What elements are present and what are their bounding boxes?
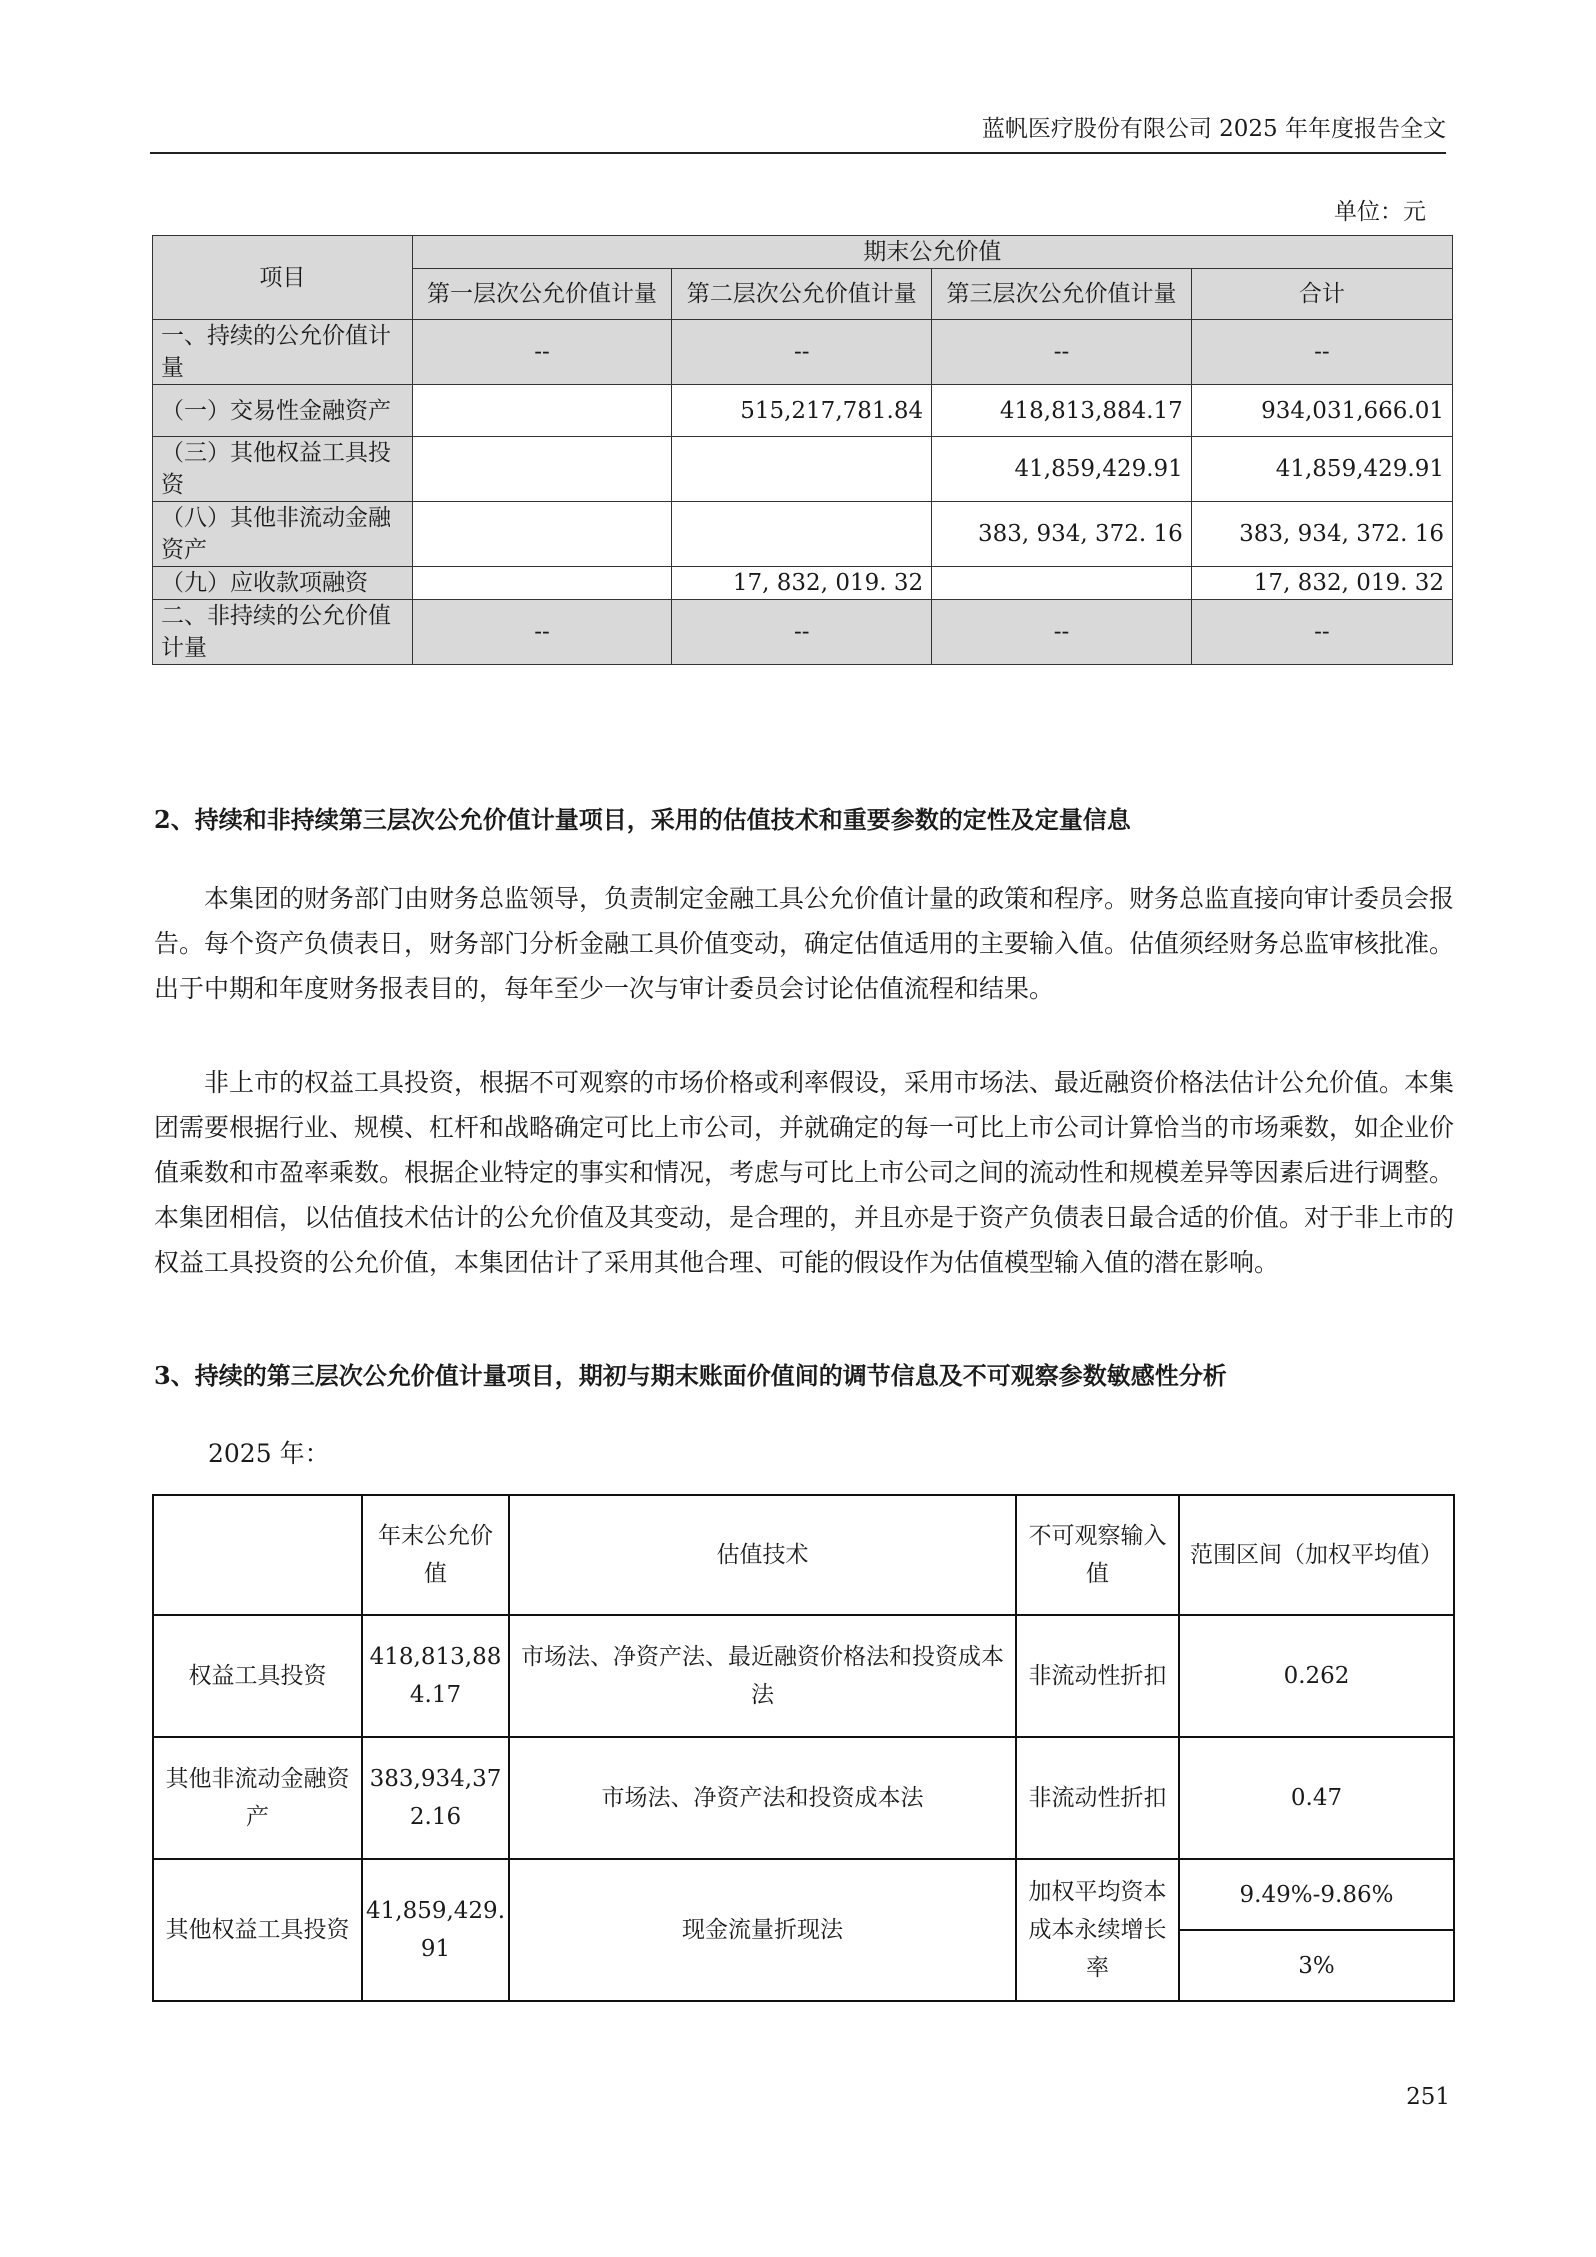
cell-level3: -- — [932, 320, 1192, 385]
group-header: 期末公允价值 — [412, 236, 1452, 269]
cell-level3 — [932, 567, 1192, 600]
page-header — [150, 110, 1446, 154]
cell-total: 41,859,429.91 — [1191, 437, 1452, 502]
level3-valuation-table — [152, 1494, 1455, 2002]
year-label: 2025 年： — [208, 1439, 330, 1468]
col-header-total: 合计 — [1191, 269, 1452, 320]
table-row — [153, 1615, 1454, 1737]
cell-level3: 383, 934, 372. 16 — [932, 502, 1192, 567]
col-header-range: 范围区间（加权平均值） — [1179, 1495, 1454, 1615]
page-number: 251 — [1406, 2084, 1450, 2110]
cell-level1 — [412, 567, 672, 600]
row-item: 其他非流动金融资产 — [153, 1737, 362, 1859]
cell-level3: -- — [932, 600, 1192, 665]
row-value: 383,934,372.16 — [362, 1737, 509, 1859]
cell-total: -- — [1191, 600, 1452, 665]
cell-level3: 41,859,429.91 — [932, 437, 1192, 502]
cell-total: 934,031,666.01 — [1191, 385, 1452, 437]
cell-level2: -- — [672, 600, 932, 665]
row-value: 418,813,884.17 — [362, 1615, 509, 1737]
cell-level1: -- — [412, 320, 672, 385]
row-label: 一、持续的公允价值计量 — [153, 320, 413, 385]
table-row — [153, 385, 1453, 437]
row-range-growth: 3% — [1179, 1930, 1454, 2001]
fair-value-table — [152, 235, 1453, 665]
paragraph: 非上市的权益工具投资，根据不可观察的市场价格或利率假设，采用市场法、最近融资价格法估计公允价值。本集团需要根据行业、规模、杠杆和战略确定可比上市公司，并就确定的每一可比上市公司计算恰当的市场乘数，如企业价值乘数和市盈率乘数。根据企业特定的事实和情况，考虑与可比上市公司之间的流动性和规模差异等因素后进行调整。本集团相信，以估值技术估计的公允价值及其变动，是合理的，并且亦是于资产负债表日最合适的价值。对于非上市的权益工具投资的公允价值，本集团估计了采用其他合理、可能的假设作为估值模型输入值的潜在影响。 — [154, 1068, 1455, 1277]
col-header-value: 年末公允价值 — [362, 1495, 509, 1615]
row-technique: 现金流量折现法 — [509, 1859, 1016, 2001]
row-item: 权益工具投资 — [153, 1615, 362, 1737]
row-range-wacc: 9.49%-9.86% — [1179, 1859, 1454, 1930]
cell-level1 — [412, 437, 672, 502]
cell-level2: -- — [672, 320, 932, 385]
row-item: 其他权益工具投资 — [153, 1859, 362, 2001]
row-input: 加权平均资本成本永续增长率 — [1016, 1859, 1179, 2001]
row-value: 41,859,429.91 — [362, 1859, 509, 2001]
corner-header — [153, 1495, 362, 1615]
col-header-level3: 第三层次公允价值计量 — [932, 269, 1192, 320]
col-header-input: 不可观察输入值 — [1016, 1495, 1179, 1615]
row-technique: 市场法、净资产法、最近融资价格法和投资成本法 — [509, 1615, 1016, 1737]
cell-level1: -- — [412, 600, 672, 665]
table-row — [153, 1737, 1454, 1859]
row-label: （九）应收款项融资 — [153, 567, 413, 600]
row-range: 0.262 — [1179, 1615, 1454, 1737]
cell-total: -- — [1191, 320, 1452, 385]
row-range: 0.47 — [1179, 1737, 1454, 1859]
table-row — [153, 502, 1453, 567]
row-technique: 市场法、净资产法和投资成本法 — [509, 1737, 1016, 1859]
item-header: 项目 — [153, 236, 413, 320]
cell-level1 — [412, 502, 672, 567]
row-label: （三）其他权益工具投资 — [153, 437, 413, 502]
col-header-level1: 第一层次公允价值计量 — [412, 269, 672, 320]
col-header-level2: 第二层次公允价值计量 — [672, 269, 932, 320]
col-header-technique: 估值技术 — [509, 1495, 1016, 1615]
table-row — [153, 1859, 1454, 1930]
row-label: （一）交易性金融资产 — [153, 385, 413, 437]
table-row — [153, 567, 1453, 600]
table-row — [153, 600, 1453, 665]
cell-level3: 418,813,884.17 — [932, 385, 1192, 437]
row-input: 非流动性折扣 — [1016, 1615, 1179, 1737]
unit-label: 单位：元 — [1334, 199, 1426, 225]
cell-level2: 515,217,781.84 — [672, 385, 932, 437]
cell-total: 383, 934, 372. 16 — [1191, 502, 1452, 567]
cell-level2 — [672, 437, 932, 502]
row-label: 二、非持续的公允价值计量 — [153, 600, 413, 665]
cell-total: 17, 832, 019. 32 — [1191, 567, 1452, 600]
cell-level2: 17, 832, 019. 32 — [672, 567, 932, 600]
table-row — [153, 320, 1453, 385]
cell-level2 — [672, 502, 932, 567]
paragraph: 本集团的财务部门由财务总监领导，负责制定金融工具公允价值计量的政策和程序。财务总监直接向审计委员会报告。每个资产负债表日，财务部门分析金融工具价值变动，确定估值适用的主要输入值。估值须经财务总监审核批准。出于中期和年度财务报表目的，每年至少一次与审计委员会讨论估值流程和结果。 — [154, 884, 1455, 1003]
cell-level1 — [412, 385, 672, 437]
section3-heading: 3、持续的第三层次公允价值计量项目，期初与期末账面价值间的调节信息及不可观察参数敏感性分析 — [154, 1361, 1227, 1390]
row-input: 非流动性折扣 — [1016, 1737, 1179, 1859]
table-row — [153, 437, 1453, 502]
row-label: （八）其他非流动金融资产 — [153, 502, 413, 567]
section2-heading: 2、持续和非持续第三层次公允价值计量项目，采用的估值技术和重要参数的定性及定量信息 — [154, 805, 1131, 834]
header-title: 蓝帆医疗股份有限公司 2025 年年度报告全文 — [981, 116, 1446, 142]
